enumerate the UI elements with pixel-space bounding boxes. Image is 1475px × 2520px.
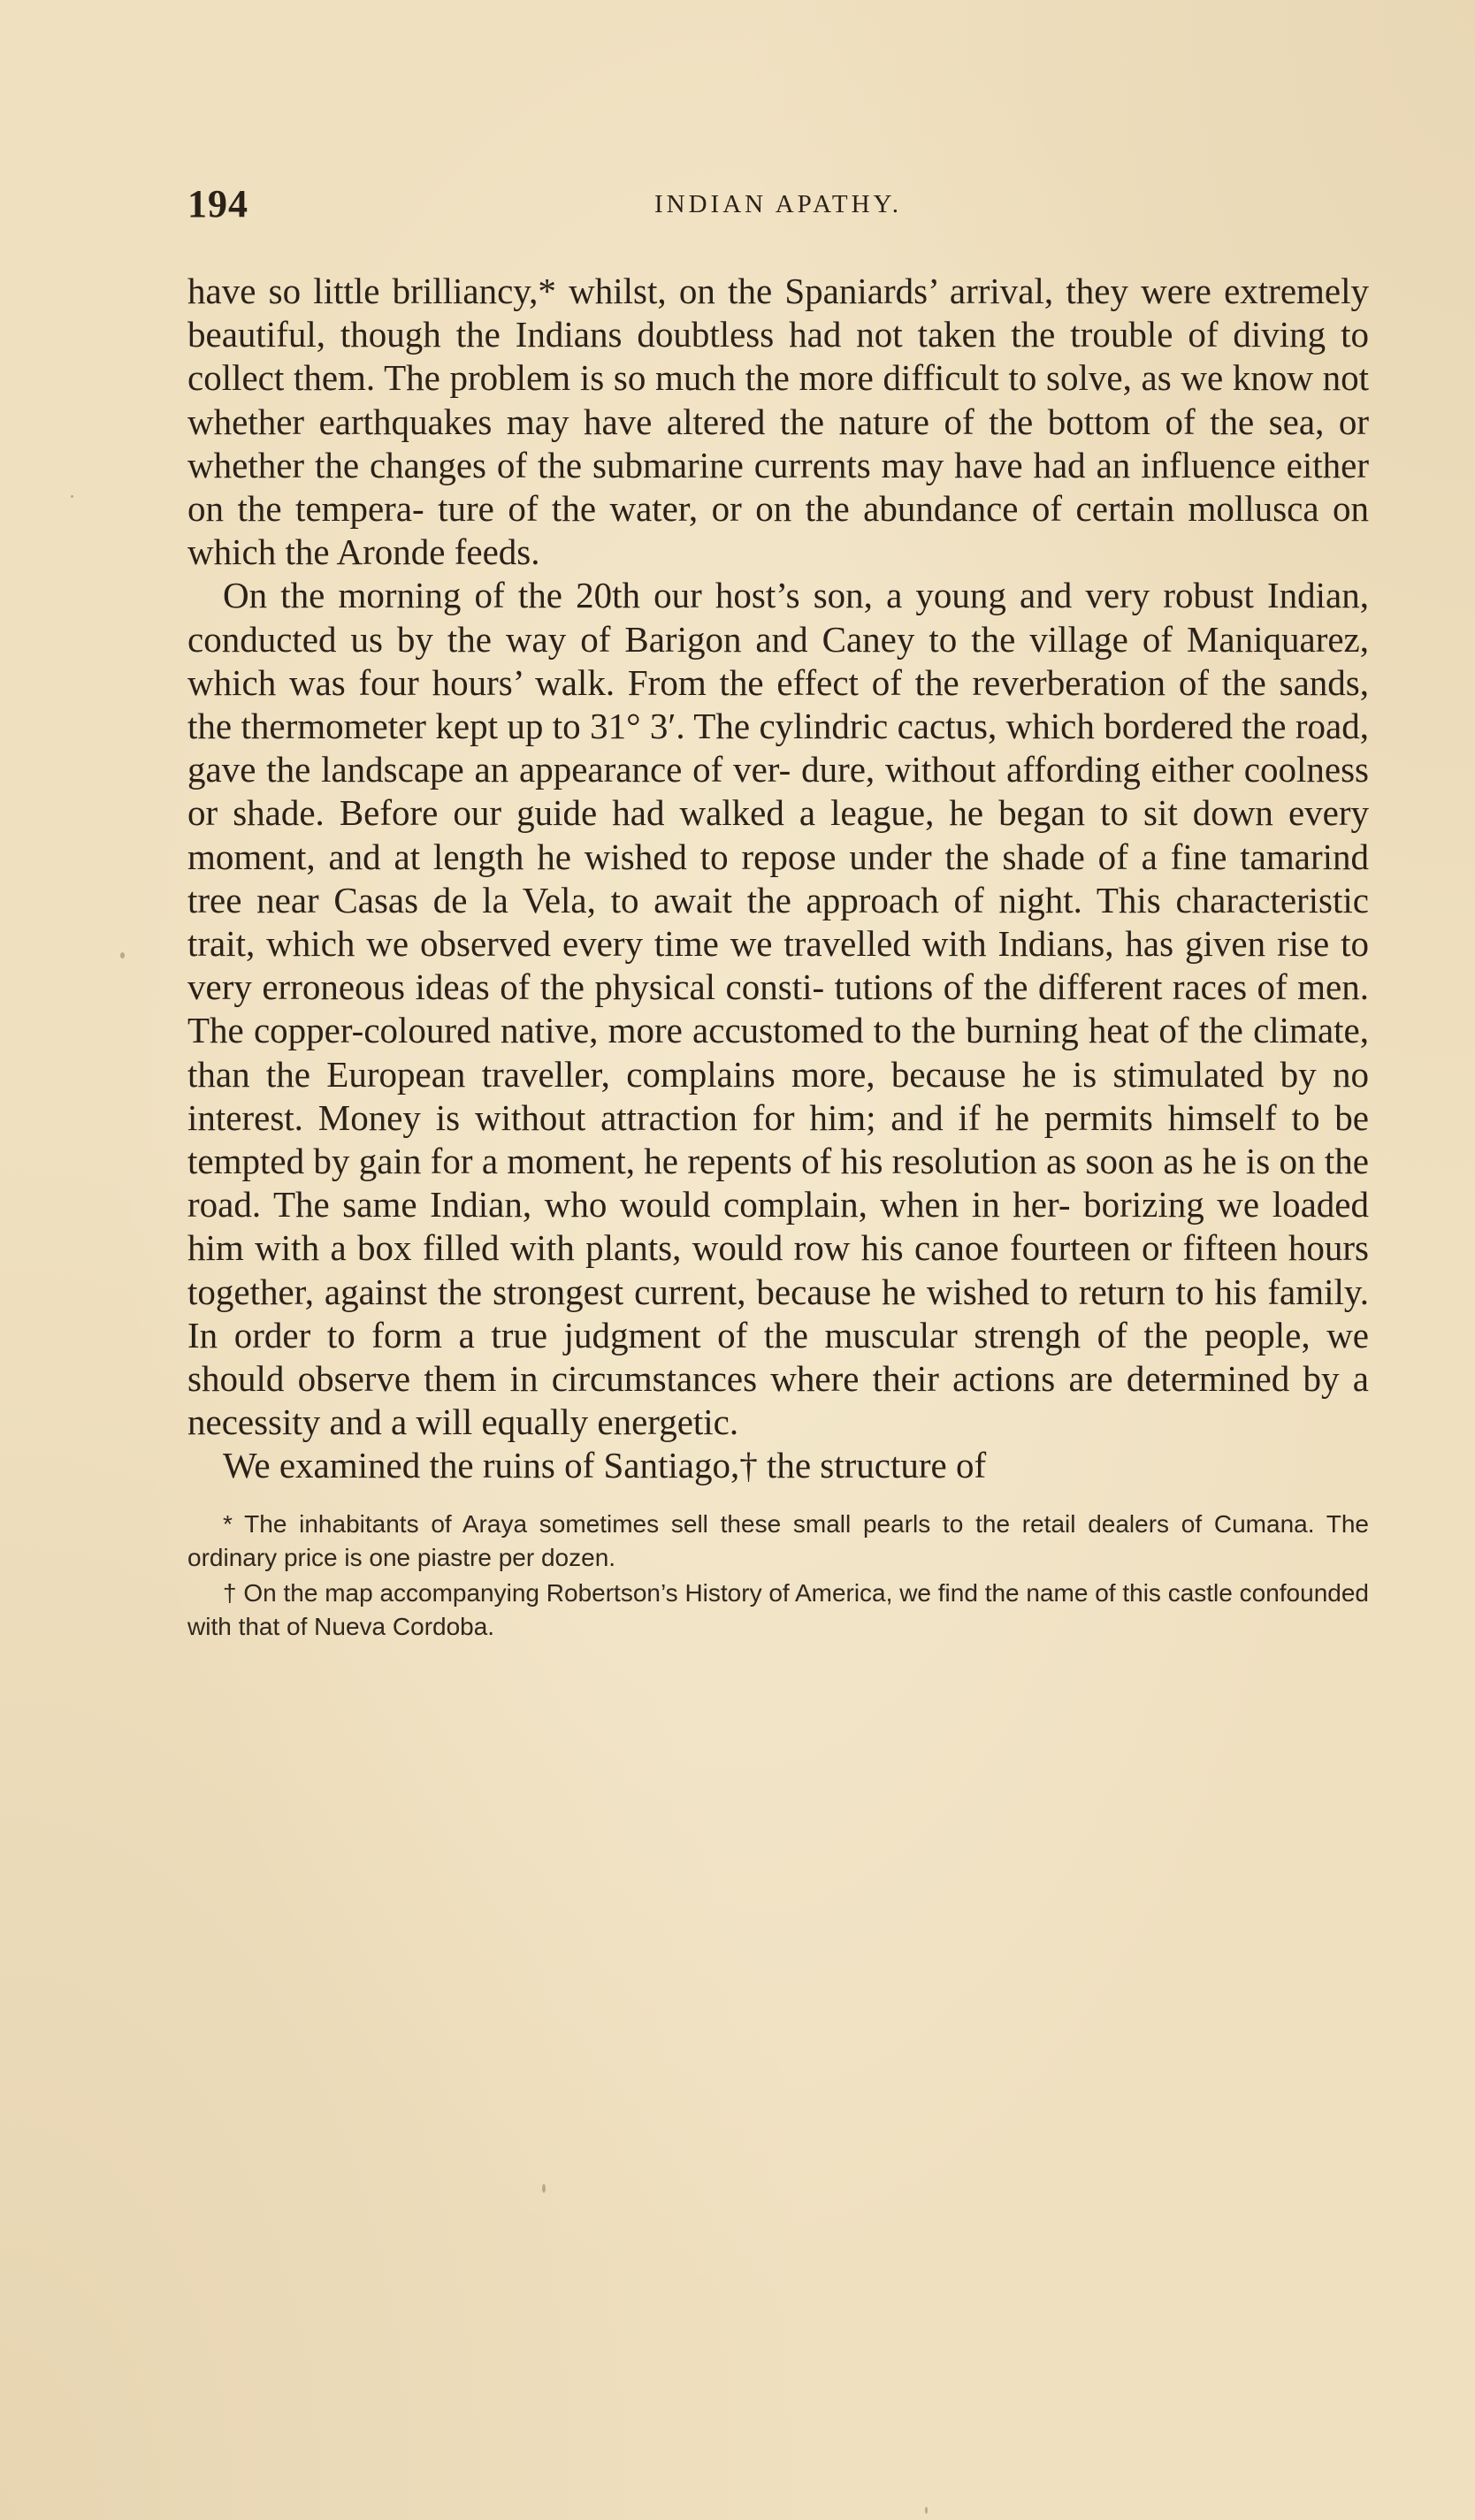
paragraph-continued: have so little brilliancy,* whilst, on the Spaniards’ arrival, they were extremely beautiful, though the Indians doubtless had not taken the trouble of diving to collect them. The problem is so much the more difficult to solve, as we know not whether earthquakes may have altered the nature of the bottom of the sea, or whether the changes of the submarine currents may have had an influence either on the tempera- ture of the water, or on the abundance of certain mollusca on which the Aronde feeds.: [187, 271, 1369, 573]
page-number: 194: [187, 182, 248, 225]
running-title: INDIAN APATHY.: [654, 190, 902, 218]
paragraph-maniquarez-walk: On the morning of the 20th our host’s son, a young and very robust Indian, conducted us by the way of Barigon and Caney to the village of Maniquarez, which was four hours’ walk. From the effect of the reverberation of the sands, the thermometer kept up to 31° 3′. The cylindric cactus, which bordered the road, gave the landscape an appearance of ver- dure, without affording either coolness or shade. Before our guide had walked a league, he began to sit down every moment, and at length he wished to repose under the shade of a fine tamarind tree near Casas de la Vela, to await the approach of night. This characteristic trait, which we observed every time we travelled with Indians, has given rise to very erroneous ideas of the physical consti- tutions of the different races of men. The copper-coloured native, more accustomed to the burning heat of the climate, than the European traveller, complains more, because he is stimulated by no interest. Money is without attraction for him; and if he permits himself to be tempted by gain for a moment, he repents of his resolution as soon as he is on the road. The same Indian, who would complain, when in her- borizing we loaded him with a box filled with plants, would row his canoe fourteen or fifteen hours together, against the strongest current, because he wished to return to his family. In order to form a true judgment of the muscular strengh of the people, we should observe them in circumstances where their actions are determined by a necessity and a will equally energetic.: [187, 575, 1369, 1443]
paper-speck: [71, 495, 73, 498]
paper-speck: [542, 2184, 546, 2193]
text-block: [187, 270, 1369, 1644]
paragraph-santiago-ruins: We examined the ruins of Santiago,† the structure of: [223, 1445, 987, 1486]
footnote-map: † On the map accompanying Robertson’s History of America, we find the name of this castle confounded with that of Nueva Cordoba.: [187, 1578, 1369, 1640]
running-head: [187, 181, 1369, 234]
paper-speck: [120, 952, 125, 958]
paper-speck: [925, 2507, 928, 2514]
footnotes: [187, 1508, 1369, 1644]
footnote-pearls: * The inhabitants of Araya sometimes sell these small pearls to the retail dealers of Cumana. The ordinary price is one piastre per dozen.: [187, 1509, 1369, 1571]
body-text: [187, 270, 1369, 1488]
